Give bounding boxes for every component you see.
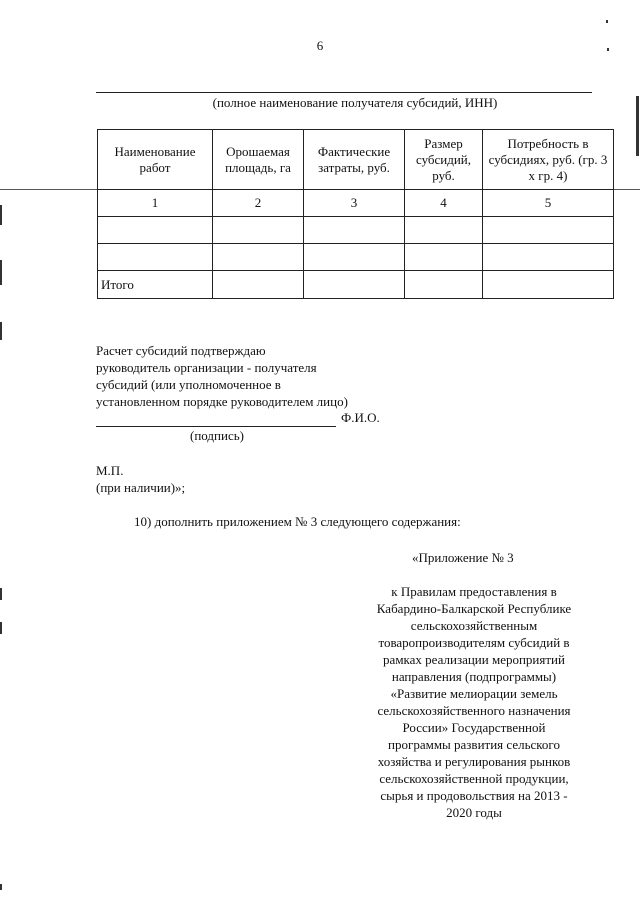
table-cell bbox=[304, 244, 405, 271]
table-cell bbox=[483, 271, 614, 299]
appendix-line: программы развития сельского bbox=[388, 737, 560, 752]
col-header-works: Наименование работ bbox=[98, 130, 213, 190]
confirmation-line: субсидий (или уполномоченное в bbox=[96, 377, 281, 392]
table-row bbox=[98, 244, 614, 271]
table-cell bbox=[405, 271, 483, 299]
table-cell bbox=[405, 244, 483, 271]
table-cell bbox=[304, 271, 405, 299]
subsidy-table bbox=[97, 129, 614, 299]
column-number: 1 bbox=[98, 190, 213, 217]
scan-mark bbox=[0, 622, 2, 634]
appendix-line: 2020 годы bbox=[446, 805, 502, 820]
column-number: 3 bbox=[304, 190, 405, 217]
appendix-line: Кабардино-Балкарской Республике bbox=[376, 601, 572, 616]
scan-mark bbox=[0, 205, 2, 225]
table-cell bbox=[98, 244, 213, 271]
table-cell bbox=[405, 217, 483, 244]
table-cell bbox=[98, 217, 213, 244]
scan-mark bbox=[607, 48, 609, 51]
recipient-name-line bbox=[96, 92, 592, 93]
appendix-line: сельскохозяйственной продукции, bbox=[379, 771, 569, 786]
signature-label: (подпись) bbox=[190, 428, 244, 443]
appendix-line: России» Государственной bbox=[402, 720, 546, 735]
appendix-line: хозяйства и регулирования рынков bbox=[377, 754, 571, 769]
scan-mark bbox=[0, 884, 2, 890]
table-cell bbox=[213, 271, 304, 299]
appendix-line: сельскохозяйственным bbox=[410, 618, 538, 633]
appendix-title: «Приложение № 3 bbox=[412, 550, 514, 565]
appendix-line: рамках реализации мероприятий bbox=[383, 652, 565, 667]
signature-line bbox=[96, 426, 336, 427]
confirmation-line: установленном порядке руководителем лицо) bbox=[96, 394, 348, 409]
table-cell bbox=[483, 244, 614, 271]
scan-mark bbox=[0, 322, 2, 340]
column-number: 2 bbox=[213, 190, 304, 217]
column-number: 4 bbox=[405, 190, 483, 217]
col-header-subsidy-need: Потребность в субсидиях, руб. (гр. 3 х гр. 4) bbox=[483, 130, 614, 190]
appendix-line: «Развитие мелиорации земель bbox=[390, 686, 558, 701]
appendix-line: сельскохозяйственного назначения bbox=[377, 703, 571, 718]
table-cell bbox=[304, 217, 405, 244]
amendment-text: 10) дополнить приложением № 3 следующего содержания: bbox=[134, 514, 461, 529]
table-cell bbox=[483, 217, 614, 244]
scan-mark bbox=[0, 260, 2, 285]
table-cell bbox=[213, 244, 304, 271]
appendix-line: сырья и продовольствия на 2013 - bbox=[380, 788, 568, 803]
confirmation-line: руководитель организации - получателя bbox=[96, 360, 317, 375]
page-number: 6 bbox=[316, 38, 324, 53]
recipient-caption: (полное наименование получателя субсидий, ИНН) bbox=[212, 95, 498, 110]
scan-mark bbox=[636, 96, 639, 156]
appendix-line: к Правилам предоставления в bbox=[391, 584, 557, 599]
seal-note: (при наличии)»; bbox=[96, 480, 186, 495]
column-number: 5 bbox=[483, 190, 614, 217]
seal-label: М.П. bbox=[96, 463, 124, 478]
scan-mark bbox=[0, 588, 2, 600]
col-header-costs: Фактические затраты, руб. bbox=[304, 130, 405, 190]
seal-block bbox=[96, 462, 296, 496]
column-number-row bbox=[98, 190, 614, 217]
col-header-subsidy-size: Размер субсидий, руб. bbox=[405, 130, 483, 190]
total-label: Итого bbox=[98, 271, 213, 299]
appendix-line: направления (подпрограммы) bbox=[391, 669, 557, 684]
appendix-line: товаропроизводителям субсидий в bbox=[378, 635, 570, 650]
table-cell bbox=[213, 217, 304, 244]
scan-mark bbox=[606, 20, 608, 23]
table-row bbox=[98, 217, 614, 244]
fio-label: Ф.И.О. bbox=[341, 410, 380, 425]
appendix-body bbox=[340, 583, 608, 821]
total-row bbox=[98, 271, 614, 299]
confirmation-text bbox=[96, 342, 416, 410]
confirmation-line: Расчет субсидий подтверждаю bbox=[96, 343, 266, 358]
table-header-row bbox=[98, 130, 614, 190]
col-header-area: Орошаемая площадь, га bbox=[213, 130, 304, 190]
